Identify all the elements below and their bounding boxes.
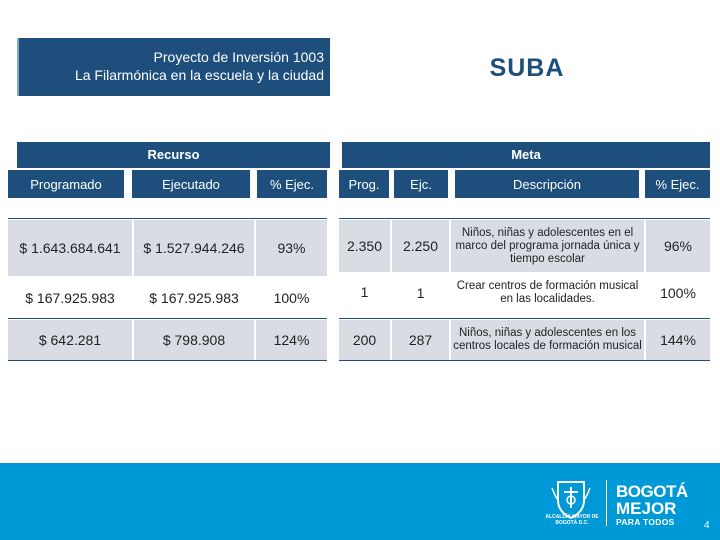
- logo-line-mejor: MEJOR: [616, 499, 677, 518]
- col-header-descripcion: Descripción: [455, 170, 639, 198]
- recurso-r2-ejecutado: $ 167.925.983: [149, 290, 239, 306]
- col-header-programado: Programado: [8, 170, 124, 198]
- divider-recurso-top: [8, 218, 327, 219]
- meta-r1-descripcion: Niños, niñas y adolescentes en el marco del programa jornada única y tiempo escolar: [451, 220, 644, 272]
- col-header-meta-pct: % Ejec.: [645, 170, 710, 198]
- locality-title: SUBA: [489, 54, 565, 82]
- recurso-section-header: Recurso: [17, 142, 330, 168]
- meta-r3-descripcion: Niños, niñas y adolescentes en los centros locales de formación musical: [451, 320, 644, 360]
- meta-r3-ejc: 287: [392, 320, 449, 360]
- recurso-r3-ejecutado: $ 798.908: [134, 320, 254, 360]
- divider-meta-bottom: [339, 360, 710, 361]
- logo-line-para-todos: PARA TODOS: [616, 517, 675, 527]
- recurso-r1-programado: $ 1.643.684.641: [8, 220, 132, 276]
- divider-meta-mid: [339, 318, 710, 319]
- page-number: 4: [704, 520, 710, 531]
- recurso-r2-programado: $ 167.925.983: [25, 290, 115, 306]
- meta-section-header: Meta: [342, 142, 710, 168]
- project-title-line-2: La Filarmónica en la escuela y la ciudad: [74, 67, 324, 83]
- meta-r2-prog: 1: [360, 284, 369, 300]
- col-header-ejecutado: Ejecutado: [132, 170, 250, 198]
- recurso-r1-ejecutado: $ 1.527.944.246: [134, 220, 254, 276]
- recurso-r3-pct: 124%: [256, 320, 327, 360]
- col-header-ejc: Ejc.: [394, 170, 448, 198]
- recurso-r3-programado: $ 642.281: [8, 320, 132, 360]
- crest-caption: ALCALDÍA MAYOR DE BOGOTÁ D.C.: [545, 514, 599, 526]
- project-title-line-1: Proyecto de Inversión 1003: [153, 49, 324, 65]
- divider-recurso-bottom: [8, 360, 327, 361]
- logo-line-bogota: BOGOTÁ: [616, 482, 688, 501]
- recurso-r1-pct: 93%: [256, 220, 327, 276]
- divider-meta-top: [339, 218, 710, 219]
- meta-r2-ejc: 1: [416, 285, 425, 301]
- footer-divider: [606, 480, 607, 526]
- meta-r1-pct: 96%: [646, 220, 710, 272]
- meta-r1-prog: 2.350: [339, 220, 390, 272]
- meta-r3-prog: 200: [339, 320, 390, 360]
- meta-r2-pct: 100%: [660, 285, 696, 301]
- meta-r3-pct: 144%: [646, 320, 710, 360]
- meta-r2-descripcion: Crear centros de formación musical en las localidades.: [456, 280, 639, 305]
- footer-band: [0, 463, 720, 540]
- col-header-recurso-pct: % Ejec.: [257, 170, 327, 198]
- recurso-r2-pct: 100%: [273, 290, 310, 306]
- divider-recurso-mid: [8, 318, 327, 319]
- col-header-prog: Prog.: [339, 170, 389, 198]
- project-title-box: [17, 38, 330, 96]
- meta-r1-ejc: 2.250: [392, 220, 449, 272]
